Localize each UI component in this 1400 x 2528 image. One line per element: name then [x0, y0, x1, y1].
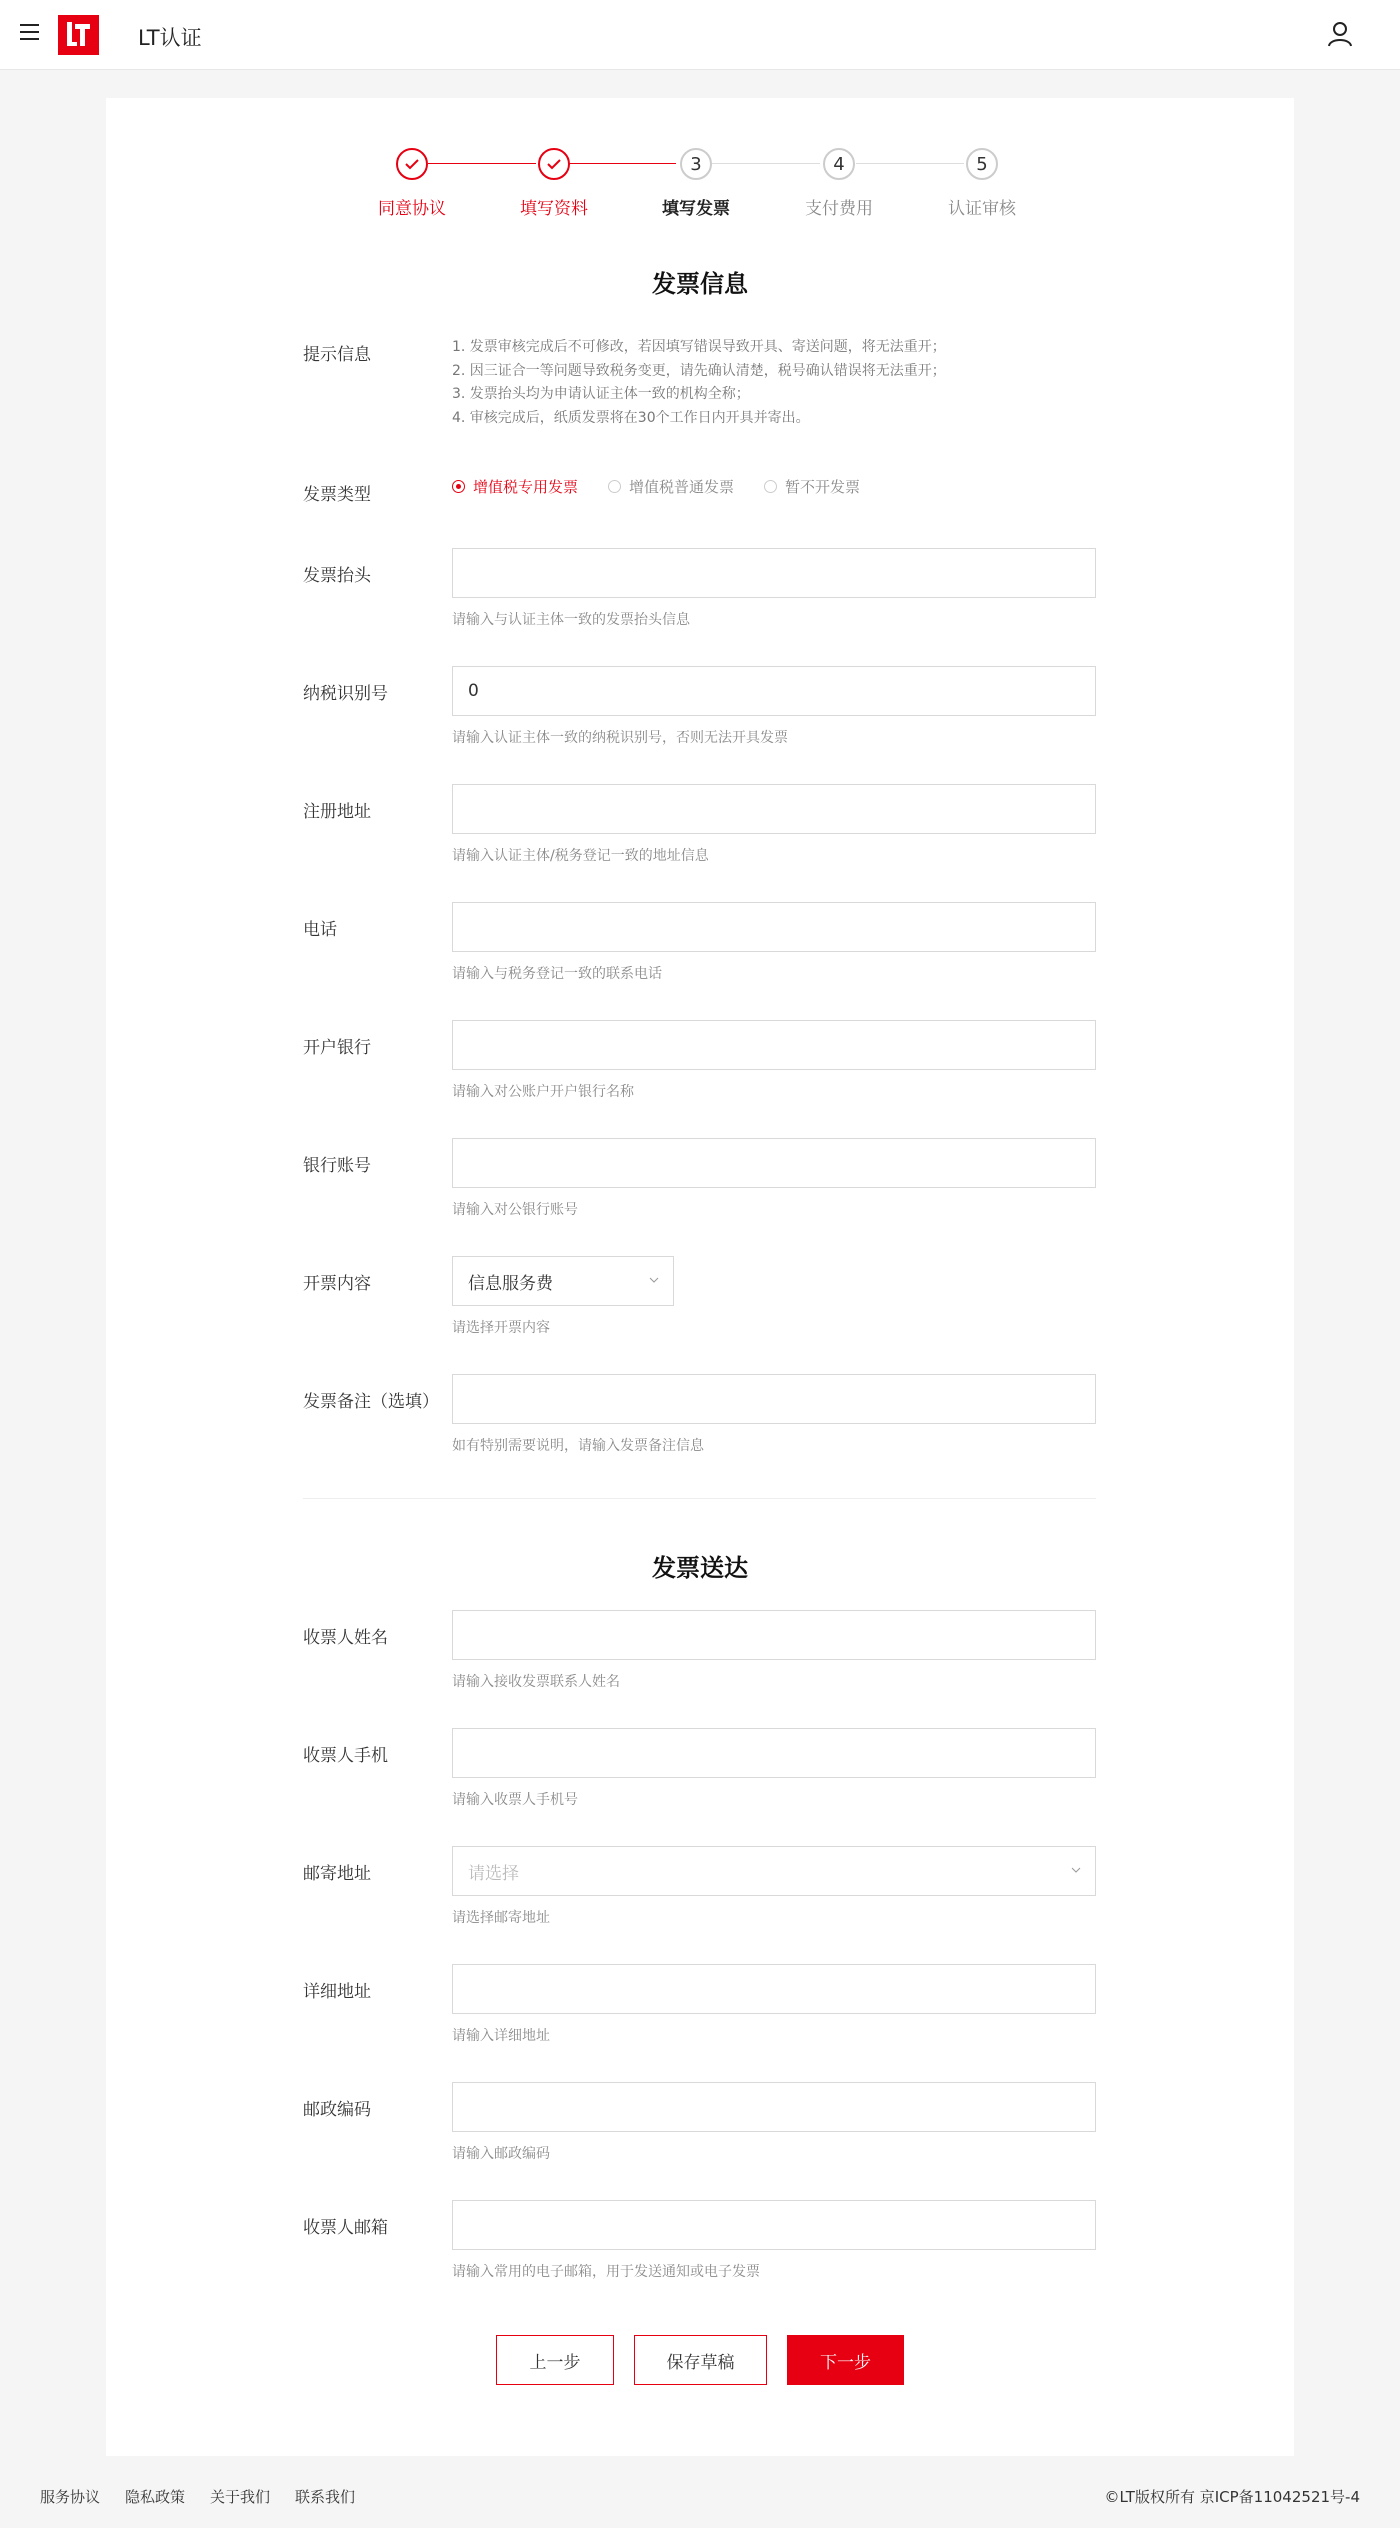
recipient-email-hint: 请输入常用的电子邮箱，用于发送通知或电子发票 [452, 2264, 760, 2280]
registered-address-hint: 请输入认证主体/税务登记一致的地址信息 [452, 848, 709, 864]
radio-dot [452, 480, 465, 493]
step-2-label: 填写资料 [520, 199, 588, 219]
delivery-section-title: 发票送达 [652, 1554, 748, 1582]
bank-input[interactable] [452, 1020, 1096, 1070]
zip-code-hint: 请输入邮政编码 [452, 2146, 550, 2162]
step-4-circle: 4 [823, 148, 855, 180]
app-title: LT认证 [138, 26, 202, 50]
bank-account-hint: 请输入对公银行账号 [452, 1202, 578, 1218]
step-connector [568, 163, 676, 164]
tip-item: 3. 发票抬头均为申请认证主体一致的机构全称； [452, 386, 750, 402]
tax-id-hint: 请输入认证主体一致的纳税识别号，否则无法开具发票 [452, 730, 788, 746]
tips-list [452, 336, 946, 430]
recipient-name-label: 收票人姓名 [303, 1628, 388, 1648]
registered-address-input[interactable] [452, 784, 1096, 834]
step-1-label: 同意协议 [378, 199, 446, 219]
chevron-down-icon [1071, 1865, 1081, 1875]
radio-special-vat[interactable] [452, 476, 578, 497]
tax-id-label: 纳税识别号 [303, 684, 388, 704]
footer-links [40, 2486, 380, 2507]
radio-label: 暂不开发票 [785, 478, 861, 496]
bank-account-label: 银行账号 [303, 1156, 371, 1176]
zip-code-label: 邮政编码 [303, 2100, 371, 2120]
check-icon [404, 157, 420, 171]
step-connector [856, 163, 964, 164]
invoice-content-select[interactable] [452, 1256, 674, 1306]
radio-dot [608, 480, 621, 493]
invoice-section-title: 发票信息 [652, 270, 748, 298]
invoice-header-input[interactable] [452, 548, 1096, 598]
bank-account-input[interactable] [452, 1138, 1096, 1188]
step-2-circle [538, 148, 570, 180]
invoice-type-label: 发票类型 [303, 485, 371, 505]
step-5-label: 认证审核 [948, 199, 1016, 219]
phone-hint: 请输入与税务登记一致的联系电话 [452, 966, 662, 982]
section-divider [303, 1498, 1096, 1499]
tip-item: 4. 审核完成后，纸质发票将在30个工作日内开具并寄出。 [452, 409, 810, 426]
detail-address-label: 详细地址 [303, 1982, 371, 2002]
invoice-header-label: 发票抬头 [303, 566, 371, 586]
radio-general-vat[interactable] [608, 476, 734, 497]
detail-address-hint: 请输入详细地址 [452, 2028, 550, 2044]
recipient-mobile-hint: 请输入收票人手机号 [452, 1792, 578, 1808]
tip-item: 2. 因三证合一等问题导致税务变更，请先确认清楚，税号确认错误将无法重开； [452, 362, 946, 379]
save-draft-button[interactable]: 保存草稿 [634, 2335, 767, 2385]
recipient-name-input[interactable] [452, 1610, 1096, 1660]
user-icon[interactable] [1322, 16, 1358, 52]
bank-label: 开户银行 [303, 1038, 371, 1058]
form-card [106, 98, 1294, 2456]
registered-address-label: 注册地址 [303, 802, 371, 822]
step-connector [428, 163, 536, 164]
invoice-content-label: 开票内容 [303, 1274, 371, 1294]
recipient-email-input[interactable] [452, 2200, 1096, 2250]
invoice-remark-hint: 如有特别需要说明，请输入发票备注信息 [452, 1438, 704, 1454]
footer [0, 2456, 1400, 2528]
copyright: ©LT版权所有 京ICP备11042521号-4 [1104, 2488, 1360, 2506]
footer-link-about[interactable]: 关于我们 [210, 2488, 271, 2506]
invoice-content-value: 信息服务费 [468, 1273, 553, 1294]
check-icon [546, 157, 562, 171]
invoice-remark-label: 发票备注（选填） [303, 1392, 439, 1412]
step-1-circle [396, 148, 428, 180]
radio-label: 增值税普通发票 [629, 478, 735, 496]
radio-dot [764, 480, 777, 493]
step-4-label: 支付费用 [805, 199, 873, 219]
chevron-down-icon [649, 1275, 659, 1285]
recipient-email-label: 收票人邮箱 [303, 2218, 388, 2238]
step-3-label: 填写发票 [662, 199, 730, 219]
progress-steps [106, 98, 1294, 238]
step-connector [712, 163, 820, 164]
tip-item: 1. 发票审核完成后不可修改，若因填写错误导致开具、寄送问题，将无法重开； [452, 339, 946, 355]
invoice-remark-input[interactable] [452, 1374, 1096, 1424]
mailing-region-hint: 请选择邮寄地址 [452, 1910, 550, 1926]
menu-icon[interactable] [20, 24, 39, 42]
logo[interactable] [58, 15, 99, 55]
radio-label: 增值税专用发票 [473, 478, 579, 496]
mailing-region-label: 邮寄地址 [303, 1864, 371, 1884]
phone-label: 电话 [303, 920, 337, 940]
prev-button[interactable]: 上一步 [496, 2335, 614, 2385]
logo-mark [58, 15, 99, 55]
tax-id-input[interactable] [452, 666, 1096, 716]
phone-input[interactable] [452, 902, 1096, 952]
invoice-header-hint: 请输入与认证主体一致的发票抬头信息 [452, 612, 690, 628]
zip-code-input[interactable] [452, 2082, 1096, 2132]
footer-link-terms[interactable]: 服务协议 [40, 2488, 101, 2506]
bank-hint: 请输入对公账户开户银行名称 [452, 1084, 634, 1100]
footer-link-contact[interactable]: 联系我们 [295, 2488, 356, 2506]
detail-address-input[interactable] [452, 1964, 1096, 2014]
step-3-circle: 3 [680, 148, 712, 180]
next-button[interactable]: 下一步 [787, 2335, 904, 2385]
tips-label: 提示信息 [303, 345, 371, 365]
step-5-circle: 5 [966, 148, 998, 180]
invoice-type-radio-group [452, 476, 890, 497]
footer-link-privacy[interactable]: 隐私政策 [125, 2488, 186, 2506]
mailing-region-select[interactable] [452, 1846, 1096, 1896]
mailing-region-placeholder: 请选择 [468, 1863, 519, 1884]
top-bar [0, 0, 1400, 70]
recipient-mobile-input[interactable] [452, 1728, 1096, 1778]
recipient-name-hint: 请输入接收发票联系人姓名 [452, 1674, 620, 1690]
invoice-content-hint: 请选择开票内容 [452, 1320, 550, 1336]
recipient-mobile-label: 收票人手机 [303, 1746, 388, 1766]
radio-no-invoice[interactable] [764, 476, 860, 497]
